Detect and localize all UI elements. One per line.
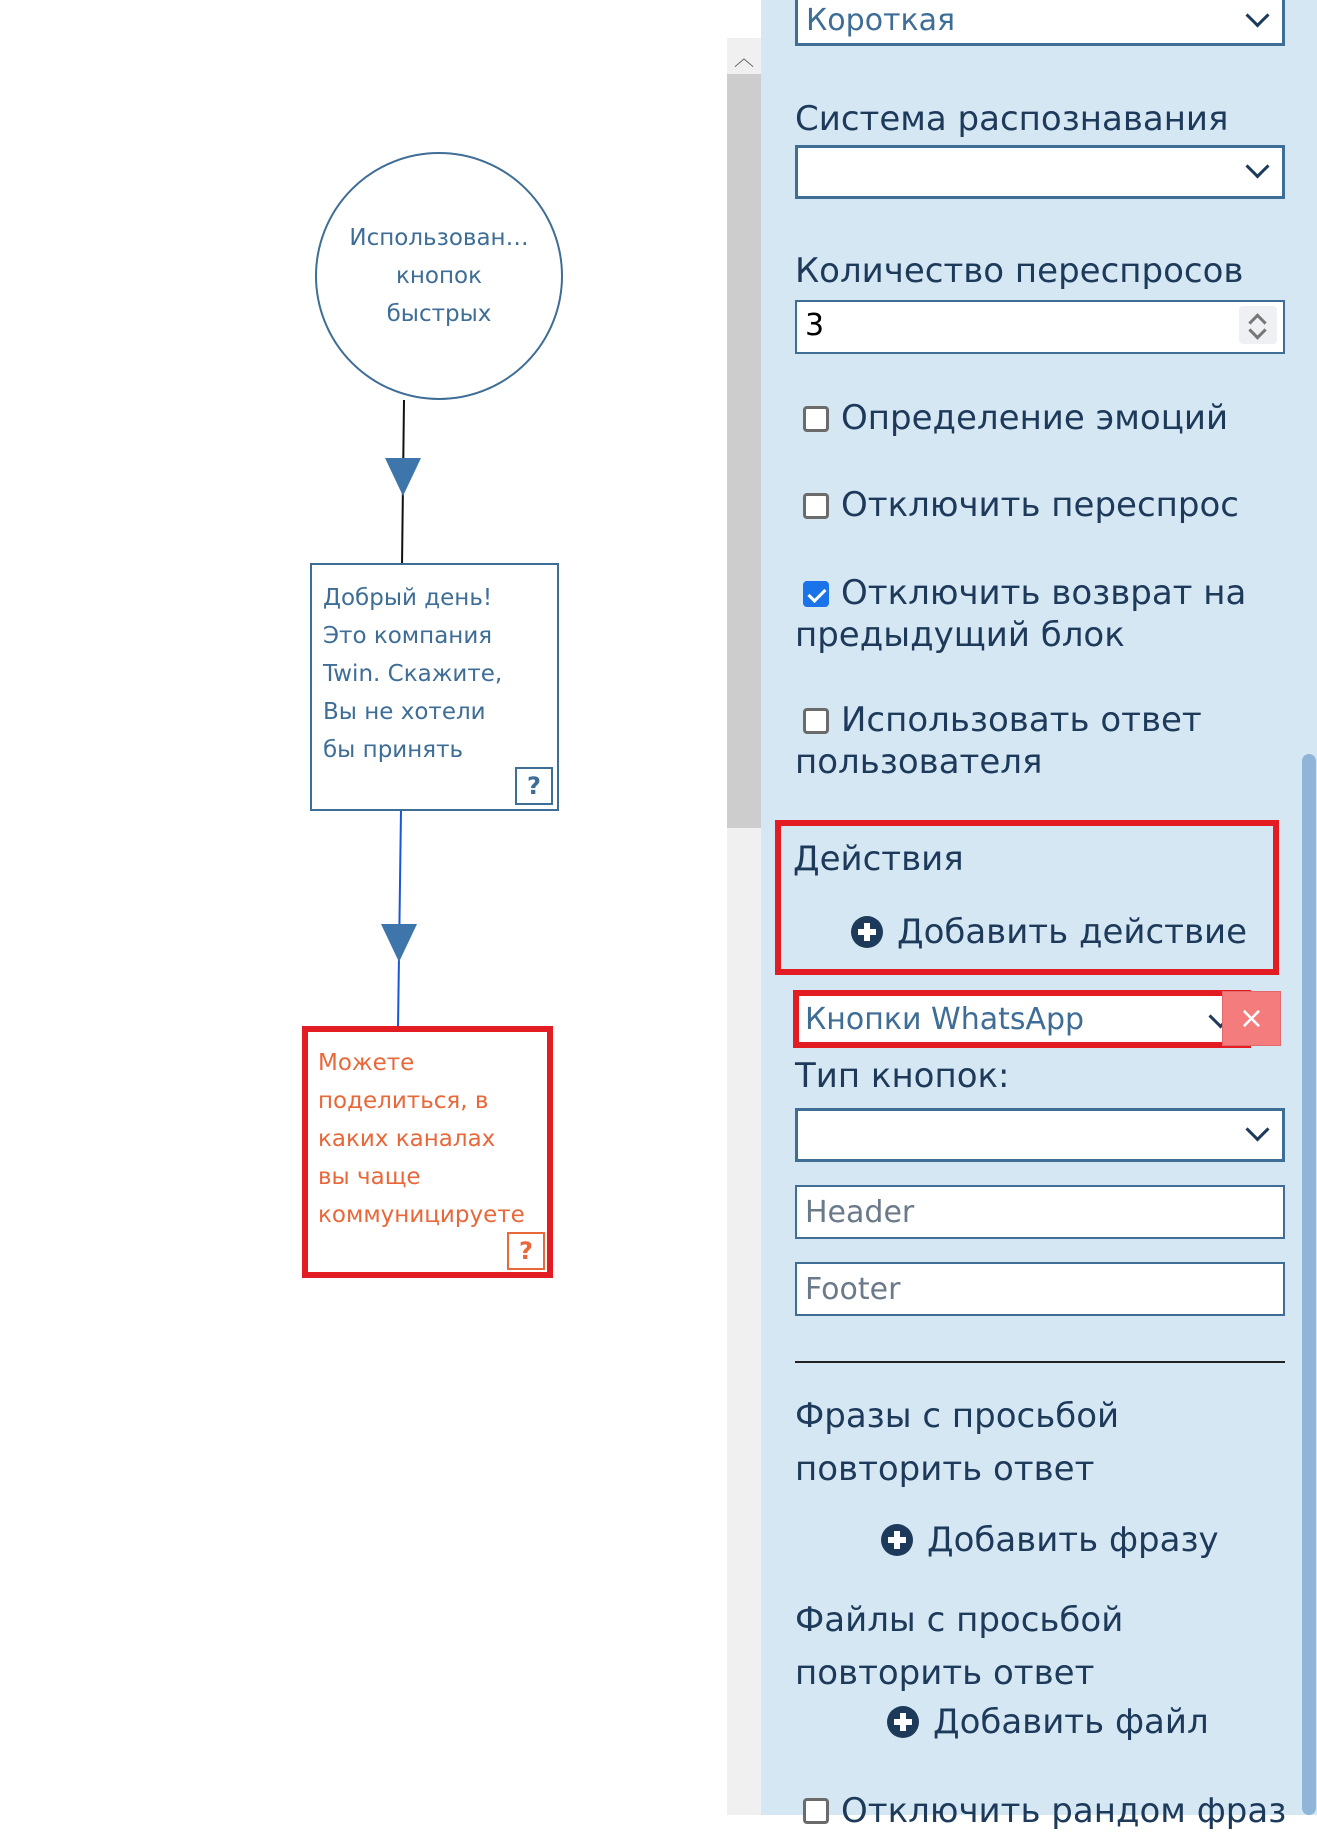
repeat-count-input[interactable] — [795, 300, 1285, 354]
disable-random-label: Отключить рандом фраз — [841, 1791, 1287, 1831]
close-icon: × — [1238, 1001, 1265, 1036]
emotion-detection-checkbox[interactable] — [803, 406, 829, 432]
divider — [795, 1361, 1285, 1363]
disable-reask-checkbox[interactable] — [803, 493, 829, 519]
question-node-label: Можете поделиться, в каких каналах вы чаще коммуницируете — [318, 1050, 525, 1228]
panel-scrollbar-thumb[interactable] — [1302, 754, 1316, 1815]
add-file-button[interactable] — [887, 1702, 1209, 1742]
repeat-count-label: Количество переспросов — [795, 251, 1244, 291]
arrow-head — [381, 924, 417, 962]
actions-section — [775, 820, 1279, 975]
help-icon[interactable]: ? — [515, 767, 553, 805]
canvas-scrollbar[interactable] — [727, 38, 761, 1815]
question-node[interactable] — [302, 1026, 553, 1278]
plus-circle-icon — [887, 1706, 919, 1738]
scroll-up-icon[interactable]: ︿ — [734, 45, 754, 70]
chevron-down-icon — [1245, 1117, 1269, 1141]
add-action-button[interactable] — [851, 912, 1247, 952]
add-action-label: Добавить действие — [897, 912, 1248, 952]
message-node-label: Добрый день! Это компания Twin. Скажите, Вы не хотели бы принять — [323, 585, 503, 763]
footer-input[interactable] — [797, 1264, 1283, 1314]
help-icon[interactable]: ? — [507, 1232, 545, 1270]
properties-panel — [761, 0, 1317, 1831]
add-phrase-button[interactable] — [881, 1520, 1219, 1560]
repeat-count-value: 3 — [805, 308, 825, 343]
arrow-head — [385, 458, 421, 496]
footer-field[interactable] — [795, 1262, 1285, 1316]
plus-circle-icon — [881, 1524, 913, 1556]
action-type-value: Кнопки WhatsApp — [805, 1002, 1085, 1037]
connector-line — [398, 810, 401, 1028]
header-field[interactable] — [795, 1185, 1285, 1239]
disable-random-checkbox[interactable] — [803, 1798, 829, 1824]
action-type-select[interactable] — [793, 990, 1251, 1048]
button-type-label: Тип кнопок: — [795, 1056, 1010, 1096]
emotion-detection-label: Определение эмоций — [841, 398, 1229, 438]
repeat-phrases-title: Фразы с просьбой повторить ответ — [795, 1396, 1120, 1489]
message-node[interactable] — [310, 563, 559, 811]
chevron-down-icon — [1245, 154, 1269, 178]
speech-recognition-label: Система распознавания — [795, 99, 1229, 139]
speech-recognition-select[interactable] — [795, 145, 1285, 199]
button-type-select[interactable] — [795, 1108, 1285, 1162]
header-input[interactable] — [797, 1187, 1283, 1237]
use-user-answer-label: Использовать ответ пользователя — [795, 700, 1202, 782]
plus-circle-icon — [851, 916, 883, 948]
add-phrase-label: Добавить фразу — [927, 1520, 1219, 1560]
remove-action-button[interactable] — [1222, 991, 1281, 1046]
disable-reask-label: Отключить переспрос — [841, 485, 1239, 525]
actions-title: Действия — [793, 839, 964, 879]
add-file-label: Добавить файл — [933, 1702, 1209, 1742]
duration-select[interactable] — [795, 0, 1285, 46]
disable-return-label: Отключить возврат на предыдущий блок — [795, 573, 1247, 655]
scrollbar-thumb[interactable] — [727, 74, 761, 828]
chevron-down-icon — [1245, 3, 1269, 27]
start-node-label: Использован… кнопок быстрых — [349, 225, 529, 327]
start-node[interactable] — [315, 152, 563, 400]
repeat-files-title: Файлы с просьбой повторить ответ — [795, 1600, 1124, 1693]
duration-select-value: Короткая — [806, 3, 956, 38]
stepper-icon[interactable] — [1239, 306, 1277, 344]
